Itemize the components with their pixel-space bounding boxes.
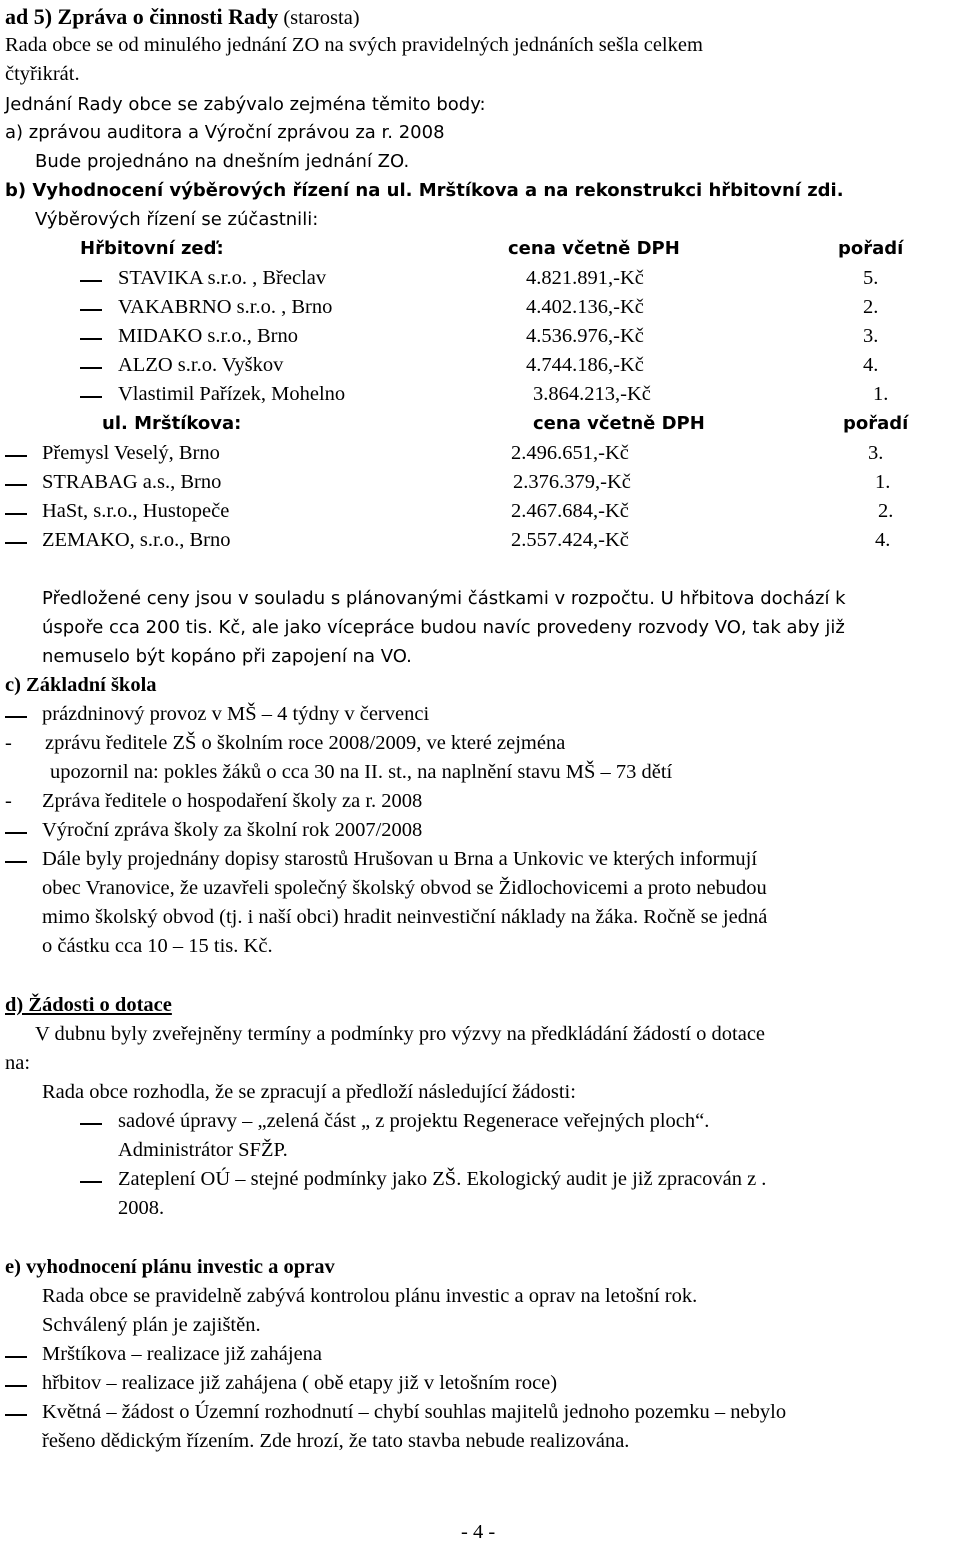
list-item: zprávu ředitele ZŠ o školním roce 2008/2009, ve které zejména <box>45 732 566 754</box>
list-item: sadové úpravy – „zelená část „ z projektu Regenerace veřejných ploch“. <box>118 1110 710 1132</box>
bid-rank: 5. <box>863 267 879 289</box>
list-item: hřbitov – realizace již zahájena ( obě etapy již v letošním roce) <box>42 1372 558 1394</box>
item-b-note: Výběrových řízení se zúčastnili: <box>35 209 319 230</box>
bullet-dash <box>5 513 27 515</box>
bid-rank: 3. <box>868 442 884 464</box>
column-header-name: ul. Mrštíkova: <box>102 413 242 434</box>
paragraph-line: Rada obce se od minulého jednání ZO na svých pravidelných jednáních sešla celkem <box>5 34 703 56</box>
bullet-dash <box>80 396 102 398</box>
bullet-marker: - <box>5 790 12 812</box>
bid-price: 2.376.379,-Kč <box>513 471 631 493</box>
paragraph-line: Rada obce rozhodla, že se zpracují a předloží následující žádosti: <box>42 1081 576 1103</box>
bullet-dash <box>5 861 27 863</box>
page-number: - 4 - <box>461 1521 496 1543</box>
bullet-dash <box>80 280 102 282</box>
bid-rank: 2. <box>878 500 894 522</box>
list-item-continuation: řešeno dědickým řízením. Zde hrozí, že tato stavba nebude realizována. <box>42 1430 630 1452</box>
bid-price: 2.496.651,-Kč <box>511 442 629 464</box>
bidder-name: ALZO s.r.o. Vyškov <box>118 354 284 376</box>
bidder-name: Vlastimil Pařízek, Mohelno <box>118 383 346 405</box>
list-item-continuation: 2008. <box>118 1197 165 1219</box>
list-item-continuation: obec Vranovice, že uzavřeli společný školský obvod se Židlochovicemi a proto nebudou <box>42 877 767 899</box>
bid-price: 2.557.424,-Kč <box>511 529 629 551</box>
bidder-name: ZEMAKO, s.r.o., Brno <box>42 529 231 551</box>
bullet-dash <box>80 367 102 369</box>
bullet-dash <box>5 455 27 457</box>
bid-rank: 3. <box>863 325 879 347</box>
column-header-rank: pořadí <box>843 413 909 434</box>
bullet-dash <box>5 832 27 834</box>
bidder-name: STRABAG a.s., Brno <box>42 471 222 493</box>
paragraph-line: úspoře cca 200 tis. Kč, ale jako vícepráce budou navíc provedeny rozvody VO, tak aby již <box>42 617 845 638</box>
section-heading: c) Základní škola <box>5 674 157 696</box>
list-item-continuation: upozornil na: pokles žáků o cca 30 na II. st., na naplnění stavu MŠ – 73 dětí <box>50 761 673 783</box>
bid-rank: 1. <box>875 471 891 493</box>
bid-rank: 1. <box>873 383 889 405</box>
bid-price: 4.744.186,-Kč <box>526 354 644 376</box>
paragraph-line: V dubnu byly zveřejněny termíny a podmínky pro výzvy na předkládání žádostí o dotace <box>35 1023 766 1045</box>
paragraph-line: Jednání Rady obce se zabývalo zejména těmito body: <box>5 94 486 115</box>
column-header-name: Hřbitovní zeď: <box>80 238 224 259</box>
bid-price: 3.864.213,-Kč <box>533 383 651 405</box>
bullet-dash <box>80 309 102 311</box>
bidder-name: Přemysl Veselý, Brno <box>42 442 220 464</box>
list-item: Mrštíkova – realizace již zahájena <box>42 1343 323 1365</box>
bid-rank: 4. <box>863 354 879 376</box>
list-item: Dále byly projednány dopisy starostů Hrušovan u Brna a Unkovic ve kterých informují <box>42 848 758 870</box>
bullet-dash <box>80 1181 102 1183</box>
bullet-dash <box>5 1385 27 1387</box>
column-header-rank: pořadí <box>838 238 904 259</box>
paragraph-line: Schválený plán je zajištěn. <box>42 1314 261 1336</box>
item-b: b) Vyhodnocení výběrových řízení na ul. Mrštíkova a na rekonstrukci hřbitovní zdi. <box>5 180 844 201</box>
bullet-dash <box>5 1414 27 1416</box>
column-header-price: cena včetně DPH <box>508 238 680 259</box>
bullet-dash <box>5 542 27 544</box>
paragraph-line: Rada obce se pravidelně zabývá kontrolou plánu investic a oprav na letošní rok. <box>42 1285 698 1307</box>
bid-rank: 4. <box>875 529 891 551</box>
bid-price: 4.536.976,-Kč <box>526 325 644 347</box>
bid-price: 4.821.891,-Kč <box>526 267 644 289</box>
bidder-name: STAVIKA s.r.o. , Břeclav <box>118 267 327 289</box>
section-heading: ad 5) Zpráva o činnosti Rady (starosta) <box>5 4 360 29</box>
item-a-note: Bude projednáno na dnešním jednání ZO. <box>35 151 410 172</box>
list-item-continuation: Administrátor SFŽP. <box>118 1139 288 1161</box>
list-item: prázdninový provoz v MŠ – 4 týdny v červenci <box>42 703 430 725</box>
bullet-dash <box>80 1123 102 1125</box>
list-item-continuation: o částku cca 10 – 15 tis. Kč. <box>42 935 273 957</box>
bullet-dash <box>5 484 27 486</box>
bullet-dash <box>5 716 27 718</box>
list-item: Výroční zpráva školy za školní rok 2007/2008 <box>42 819 423 841</box>
bid-rank: 2. <box>863 296 879 318</box>
bullet-dash <box>5 1356 27 1358</box>
bidder-name: HaSt, s.r.o., Hustopeče <box>42 500 230 522</box>
paragraph-line: na: <box>5 1052 31 1074</box>
bid-price: 4.402.136,-Kč <box>526 296 644 318</box>
item-a: a) zprávou auditora a Výroční zprávou za r. 2008 <box>5 122 445 143</box>
section-heading: e) vyhodnocení plánu investic a oprav <box>5 1256 335 1278</box>
paragraph-line: Předložené ceny jsou v souladu s plánovanými částkami v rozpočtu. U hřbitova dochází k <box>42 588 846 609</box>
bid-price: 2.467.684,-Kč <box>511 500 629 522</box>
bullet-marker: - <box>5 732 12 754</box>
bullet-dash <box>80 338 102 340</box>
list-item: Květná – žádost o Územní rozhodnutí – chybí souhlas majitelů jednoho pozemku – nebylo <box>42 1401 787 1423</box>
column-header-price: cena včetně DPH <box>533 413 705 434</box>
list-item: Zateplení OÚ – stejné podmínky jako ZŠ. Ekologický audit je již zpracován z . <box>118 1168 767 1190</box>
list-item: Zpráva ředitele o hospodaření školy za r. 2008 <box>42 790 423 812</box>
paragraph-line: nemuselo být kopáno při zapojení na VO. <box>42 646 412 667</box>
section-heading: d) Žádosti o dotace <box>5 994 172 1016</box>
bidder-name: VAKABRNO s.r.o. , Brno <box>118 296 333 318</box>
list-item-continuation: mimo školský obvod (tj. i naší obci) hradit neinvestiční náklady na žáka. Ročně se jedná <box>42 906 768 928</box>
paragraph-line: čtyřikrát. <box>5 63 80 85</box>
bidder-name: MIDAKO s.r.o., Brno <box>118 325 298 347</box>
